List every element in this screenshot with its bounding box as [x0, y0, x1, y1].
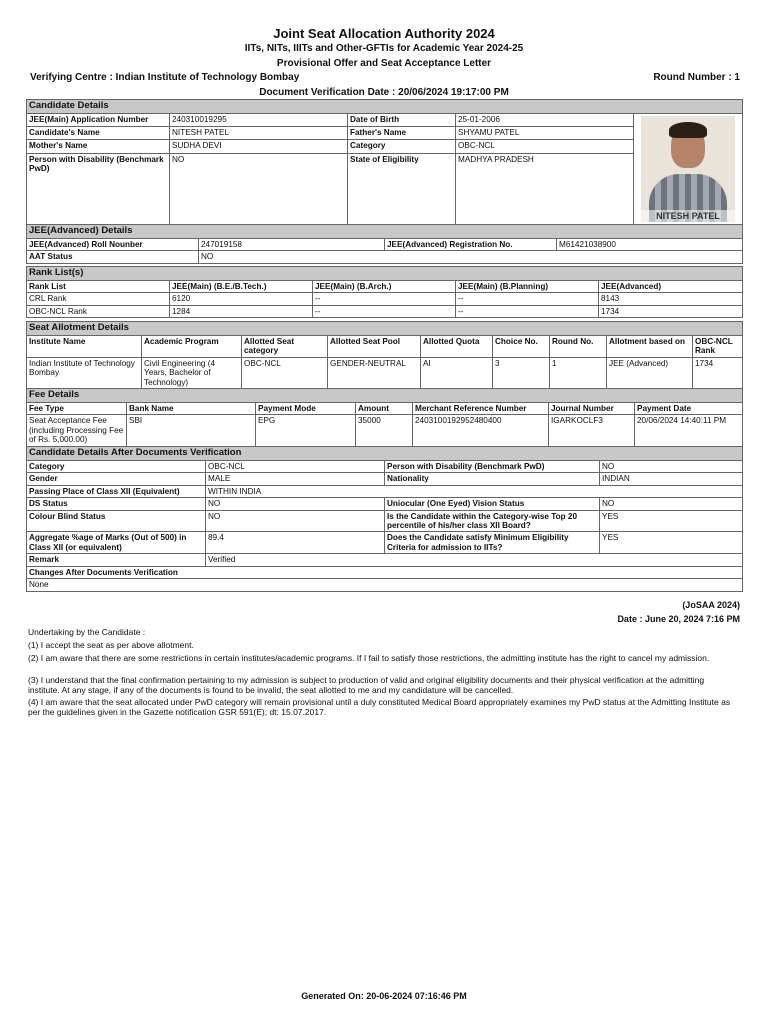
fee-col-header: Payment Date	[635, 402, 743, 414]
changes-label: Changes After Documents Verification	[27, 566, 743, 578]
seat-category: OBC-NCL	[242, 357, 328, 388]
after-pwd-value: NO	[600, 460, 743, 472]
roll-value: 247019158	[199, 238, 385, 250]
percentile-label: Is the Candidate within the Category-wise Top 20 percentile of his/her class XII Board?	[385, 510, 600, 532]
fee-col-header: Journal Number	[549, 402, 635, 414]
journal-number: IGARKOCLF3	[549, 415, 635, 446]
changes-value: None	[27, 579, 743, 591]
table-row	[27, 357, 743, 388]
dob-value: 25-01-2006	[456, 113, 634, 126]
dob-label: Date of Birth	[348, 113, 456, 126]
fee-col-header: Fee Type	[27, 402, 127, 414]
father-label: Father's Name	[348, 127, 456, 140]
candidate-details-section	[26, 99, 742, 225]
bank-name: SBI	[127, 415, 256, 446]
undertaking-point: (2) I am aware that there are some restrictions in certain institutes/academic programs. If I fail to satisfy those restrictions, the admitting institute has the right to cancel my admission.	[28, 653, 710, 663]
ds-value: NO	[206, 498, 385, 510]
payment-date: 20/06/2024 14:40:11 PM	[635, 415, 743, 446]
category-label: Category	[348, 140, 456, 153]
allotment-col-header: Choice No.	[493, 335, 550, 357]
allotment-col-header: OBC-NCL Rank	[693, 335, 743, 357]
rank-col-header: JEE(Main) (B.E./B.Tech.)	[170, 280, 313, 292]
table-row	[27, 415, 743, 446]
colour-label: Colour Blind Status	[27, 510, 206, 532]
allotment-col-header: Institute Name	[27, 335, 142, 357]
criteria-value: YES	[600, 532, 743, 554]
rank-col-header: Rank List	[27, 280, 170, 292]
fee-col-header: Payment Mode	[256, 402, 356, 414]
document-title: Joint Seat Allocation Authority 2024	[273, 26, 495, 41]
uniocular-value: NO	[600, 498, 743, 510]
rank-cell: --	[313, 293, 456, 305]
document-subtitle: IITs, NITs, IIITs and Other-GFTIs for Academic Year 2024-25	[244, 43, 524, 54]
rank-col-header: JEE(Main) (B.Planning)	[456, 280, 599, 292]
allotment-col-header: Allotment based on	[607, 335, 693, 357]
percentile-value: YES	[600, 510, 743, 532]
candidate-photo	[641, 116, 735, 222]
rank-cell: --	[313, 305, 456, 317]
rank-col-header: JEE(Main) (B.Arch.)	[313, 280, 456, 292]
rank-cell: CRL Rank	[27, 293, 170, 305]
photo-cell	[634, 113, 743, 224]
gender-label: Gender	[27, 473, 206, 485]
colour-value: NO	[206, 510, 385, 532]
mother-value: SUDHA DEVI	[170, 140, 348, 153]
uniocular-label: Uniocular (One Eyed) Vision Status	[385, 498, 600, 510]
rank-cell: --	[456, 305, 599, 317]
undertaking-point: (4) I am aware that the seat allocated under PwD category will remain provisional until a duly constituted Medical Board appropriately examines my PwD status at the Admitting Institute as per the guidelines given in the Gazette notification GSR 591(E); dt: 15.07.2017.	[28, 697, 731, 717]
after-category-label: Category	[27, 460, 206, 472]
quota: AI	[421, 357, 493, 388]
fee-type: Seat Acceptance Fee (including Processing Fee of Rs. 5,000.00)	[27, 415, 127, 446]
rank-cell: --	[456, 293, 599, 305]
gender-value: MALE	[206, 473, 385, 485]
remark-label: Remark	[27, 554, 206, 566]
undertaking-title: Undertaking by the Candidate :	[28, 627, 146, 637]
candidate-details-heading: Candidate Details	[27, 100, 743, 114]
allotment-col-header: Allotted Quota	[421, 335, 493, 357]
allotment-col-header: Allotted Seat category	[242, 335, 328, 357]
seat-pool: GENDER-NEUTRAL	[328, 357, 421, 388]
app-no-value: 240310019295	[170, 113, 348, 126]
rank-cell: 1284	[170, 305, 313, 317]
undertaking-point: (1) I accept the seat as per above allotment.	[28, 640, 194, 650]
amount: 35000	[356, 415, 413, 446]
name-value: NITESH PATEL	[170, 127, 348, 140]
payment-mode: EPG	[256, 415, 356, 446]
verification-date: Document Verification Date : 20/06/2024 19:17:00 PM	[259, 87, 509, 98]
marks-value: 89.4	[206, 532, 385, 554]
choice-no: 3	[493, 357, 550, 388]
name-label: Candidate's Name	[27, 127, 170, 140]
fee-heading: Fee Details	[27, 389, 743, 403]
round-no: 1	[550, 357, 607, 388]
passing-label: Passing Place of Class XII (Equivalent)	[27, 485, 206, 497]
table-row	[27, 305, 743, 317]
allotment-heading: Seat Allotment Details	[27, 322, 743, 336]
round-number: Round Number : 1	[653, 72, 740, 83]
merchant-reference: 2403100192952480400	[413, 415, 549, 446]
after-category-value: OBC-NCL	[206, 460, 385, 472]
roll-label: JEE(Advanced) Roll Nounber	[27, 238, 199, 250]
allotment-col-header: Round No.	[550, 335, 607, 357]
reg-value: M61421038900	[557, 238, 743, 250]
remark-value: Verified	[206, 554, 743, 566]
advanced-details-section	[26, 224, 742, 264]
pwd-value: NO	[170, 153, 348, 224]
obc-rank: 1734	[693, 357, 743, 388]
verifying-centre: Verifying Centre : Indian Institute of Technology Bombay	[30, 72, 300, 83]
undertaking-point: (3) I understand that the final confirmation pertaining to my admission is subject to production of valid and original eligibility documents and their physical verification at the admitting institute. At any stage, if any of the documents is found to be invalid, the seat allotted to me and my candidature will be cancelled.	[28, 675, 705, 695]
marks-label: Aggregate %age of Marks (Out of 500) in Class XII (or equivalent)	[27, 532, 206, 554]
photo-caption: NITESH PATEL	[641, 210, 735, 222]
rank-heading: Rank List(s)	[27, 267, 743, 281]
pwd-label: Person with Disability (Benchmark PwD)	[27, 153, 170, 224]
reg-label: JEE(Advanced) Registration No.	[385, 238, 557, 250]
advanced-heading: JEE(Advanced) Details	[27, 225, 743, 239]
rank-cell: 1734	[599, 305, 743, 317]
allotment-col-header: Academic Program	[142, 335, 242, 357]
category-value: OBC-NCL	[456, 140, 634, 153]
rank-list-section	[26, 266, 742, 318]
father-value: SHYAMU PATEL	[456, 127, 634, 140]
after-heading: Candidate Details After Documents Verification	[27, 447, 743, 461]
ds-label: DS Status	[27, 498, 206, 510]
nationality-label: Nationality	[385, 473, 600, 485]
after-verification-section	[26, 446, 742, 592]
letter-title: Provisional Offer and Seat Acceptance Letter	[276, 58, 492, 69]
after-pwd-label: Person with Disability (Benchmark PwD)	[385, 460, 600, 472]
aat-label: AAT Status	[27, 251, 199, 263]
aat-value: NO	[199, 251, 743, 263]
allotment-col-header: Allotted Seat Pool	[328, 335, 421, 357]
nationality-value: INDIAN	[600, 473, 743, 485]
institute-name: Indian Institute of Technology Bombay	[27, 357, 142, 388]
fee-col-header: Bank Name	[127, 402, 256, 414]
state-value: MADHYA PRADESH	[456, 153, 634, 224]
fee-col-header: Merchant Reference Number	[413, 402, 549, 414]
criteria-label: Does the Candidate satisfy Minimum Eligibility Criteria for admission to IITs?	[385, 532, 600, 554]
mother-label: Mother's Name	[27, 140, 170, 153]
rank-cell: OBC-NCL Rank	[27, 305, 170, 317]
seat-allotment-section	[26, 321, 742, 389]
allotment-basis: JEE (Advanced)	[607, 357, 693, 388]
fee-details-section	[26, 388, 742, 447]
state-label: State of Eligibility	[348, 153, 456, 224]
table-row	[27, 293, 743, 305]
app-no-label: JEE(Main) Application Number	[27, 113, 170, 126]
generated-on: Generated On: 20-06-2024 07:16:46 PM	[301, 991, 467, 1001]
rank-cell: 6120	[170, 293, 313, 305]
fee-col-header: Amount	[356, 402, 413, 414]
josaa-label: (JoSAA 2024)	[682, 600, 740, 610]
rank-col-header: JEE(Advanced)	[599, 280, 743, 292]
letter-date: Date : June 20, 2024 7:16 PM	[617, 614, 740, 624]
passing-value: WITHIN INDIA	[206, 485, 743, 497]
rank-cell: 8143	[599, 293, 743, 305]
academic-program: Civil Engineering (4 Years, Bachelor of Technology)	[142, 357, 242, 388]
